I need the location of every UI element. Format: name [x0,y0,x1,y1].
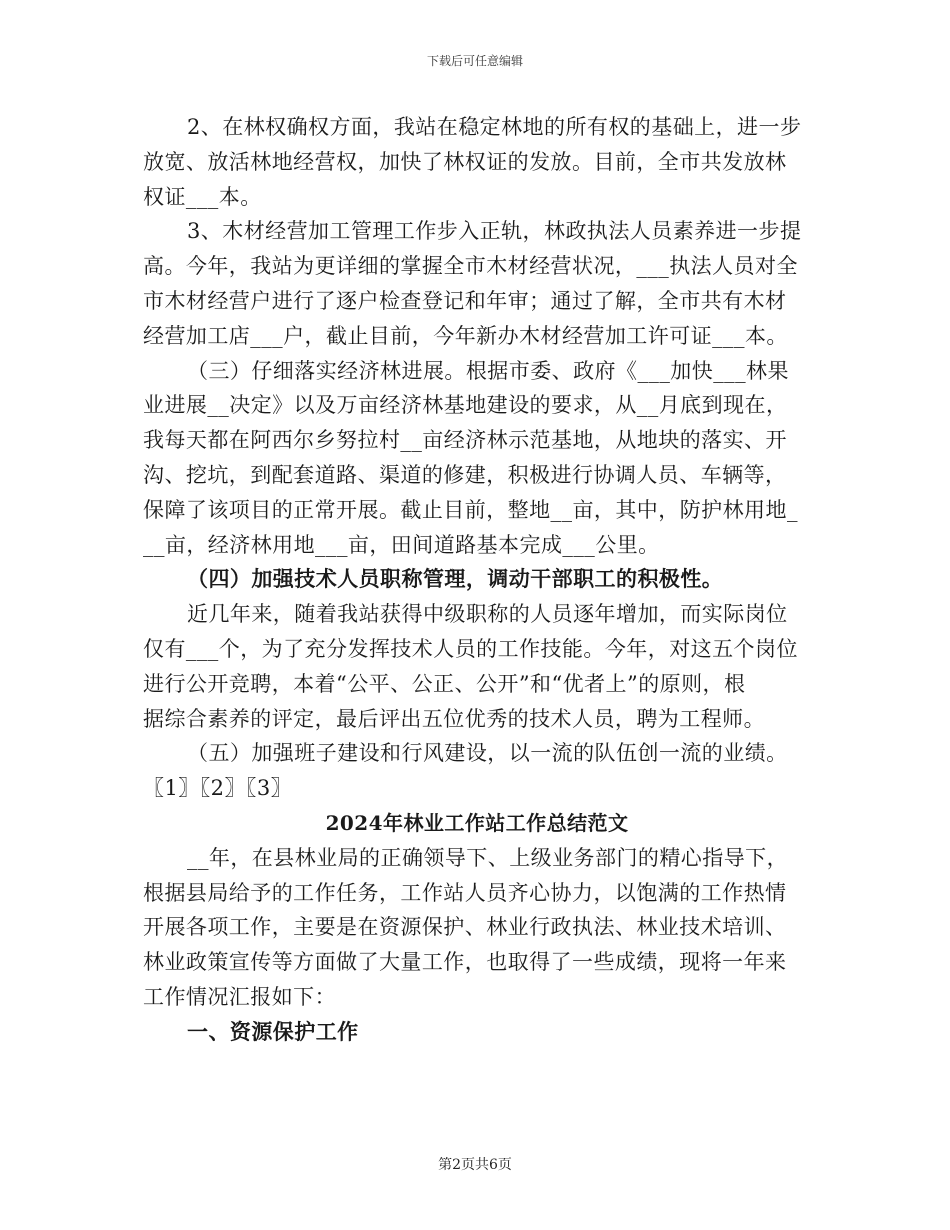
paragraph-line: 3、木材经营加工管理工作步入正轨，林政执法人员素养进一步提 [187,219,802,244]
paragraph-line: （五）加强班子建设和行风建设，以一流的队伍创一流的业绩。 [187,741,788,766]
page-footer: 第2页共6页 [438,1157,512,1173]
paragraph-line: 进行公开竞聘，本着“公平、公正、公开”和“优者上”的原则，根 [143,671,746,696]
document-body [143,110,811,1050]
reference-links: 〖1〗〖2〗〖3〗 [143,776,293,801]
page-header: 下载后可任意编辑 [426,54,523,68]
document-title: 2024年林业工作站工作总结范文 [325,810,629,835]
paragraph-line: 2、在林权确权方面，我站在稳定林地的所有权的基础上，进一步 [187,115,802,139]
paragraph-line: __亩，经济林用地___亩，田间道路基本完成___公里。 [143,532,660,557]
paragraph-line: 权证___本。 [143,184,262,209]
paragraph-line: 高。今年，我站为更详细的掌握全市木材经营状况，___执法人员对全 [143,254,798,279]
paragraph-line: 开展各项工作，主要是在资源保护、林业行政执法、林业技术培训、 [143,915,787,940]
paragraph-line: 近几年来，随着我站获得中级职称的人员逐年增加，而实际岗位 [187,602,788,627]
paragraph-line: 根据县局给予的工作任务，工作站人员齐心协力，以饱满的工作热情 [143,880,787,905]
paragraph-line: 市木材经营户进行了逐户检查登记和年审；通过了解，全市共有木材 [143,288,787,313]
paragraph-line: 放宽、放活林地经营权，加快了林权证的发放。目前，全市共发放林 [143,149,787,174]
paragraph-line: 保障了该项目的正常开展。截止目前，整地__亩，其中，防护林用地_ [143,497,798,522]
paragraph-line: 工作情况汇报如下： [143,984,337,1009]
paragraph-line: 经营加工店___户，截止目前，今年新办木材经营加工许可证___本。 [143,323,788,348]
section-heading: 一、资源保护工作 [187,1018,359,1044]
paragraph-line: 仅有___个，为了充分发挥技术人员的工作技能。今年，对这五个岗位 [143,636,798,661]
paragraph-line: 沟、挖坑，到配套道路、渠道的修建，积极进行协调人员、车辆等， [143,462,787,487]
paragraph-line: 业进展__决定》以及万亩经济林基地建设的要求，从__月底到现在， [143,393,788,418]
section-heading: （四）加强技术人员职称管理，调动干部职工的积极性。 [187,566,724,592]
paragraph-line: 林业政策宣传等方面做了大量工作，也取得了一些成绩，现将一年来 [143,950,787,975]
paragraph-line: __年，在县林业局的正确领导下、上级业务部门的精心指导下， [187,845,789,870]
paragraph-line: 据综合素养的评定，最后评出五位优秀的技术人员，聘为工程师。 [143,706,766,731]
paragraph-line: 我每天都在阿西尔乡努拉村__亩经济林示范基地，从地块的落实、开 [143,428,787,453]
paragraph-line: （三）仔细落实经济林进展。根据市委、政府《___加快___林果 [187,358,789,383]
